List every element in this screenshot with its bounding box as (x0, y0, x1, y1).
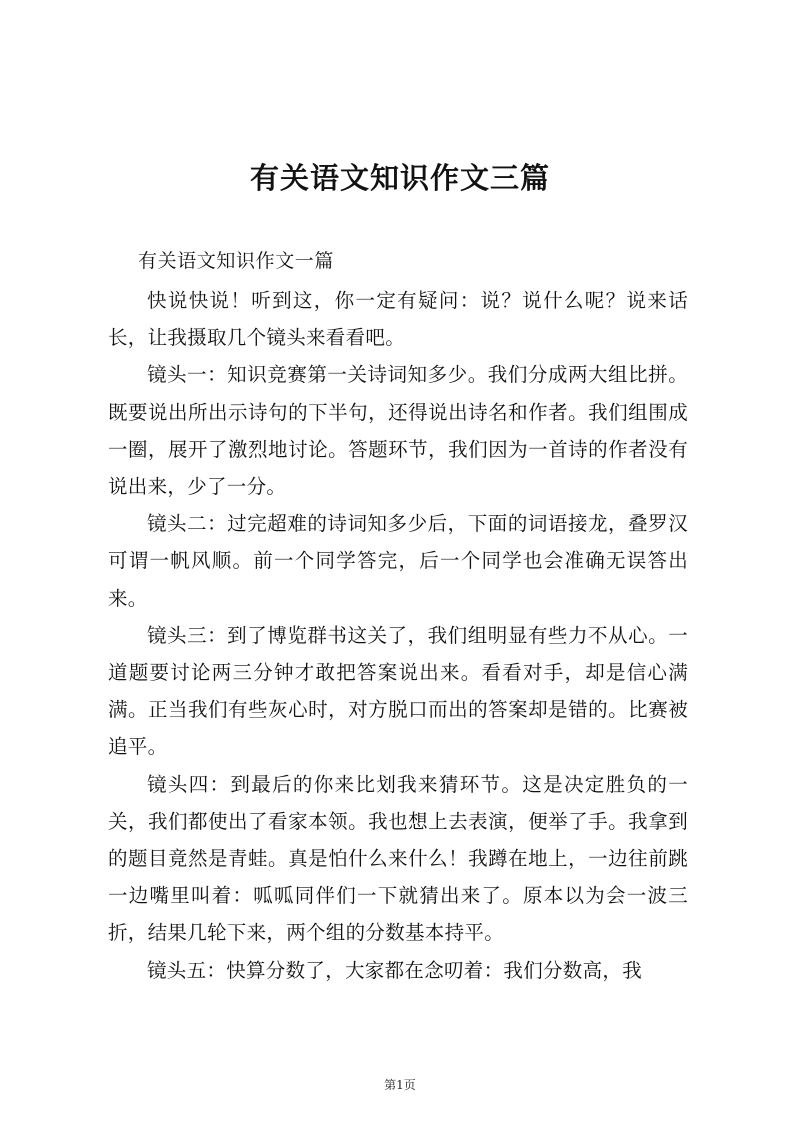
paragraph-scene-4: 镜头四：到最后的你来比划我来猜环节。这是决定胜负的一关，我们都使出了看家本领。我也想上去表演，便举了手。我拿到的题目竟然是青蛙。真是怕什么来什么！我蹲在地上，一边往前跳一边嘴里叫着：呱呱同伴们一下就猜出来了。原本以为会一波三折，结果几轮下来，两个组的分数基本持平。 (108, 772, 688, 945)
paragraph-scene-2: 镜头二：过完超难的诗词知多少后，下面的词语接龙，叠罗汉可谓一帆风顺。前一个同学答完，后一个同学也会准确无误答出来。 (108, 512, 688, 610)
paragraph-scene-3: 镜头三：到了博览群书这关了，我们组明显有些力不从心。一道题要讨论两三分钟才敢把答案说出来。看看对手，却是信心满满。正当我们有些灰心时，对方脱口而出的答案却是错的。比赛被追平。 (108, 623, 688, 759)
paragraph-intro: 快说快说！听到这，你一定有疑问：说？说什么呢？说来话长，让我摄取几个镜头来看看吧。 (108, 289, 688, 350)
paragraph-scene-1: 镜头一：知识竞赛第一关诗词知多少。我们分成两大组比拼。既要说出所出示诗句的下半句，还得说出诗名和作者。我们组围成一圈，展开了激烈地讨论。答题环节，我们因为一首诗的作者没有说出来，少了一分。 (108, 363, 688, 499)
page-number: 第1页 (384, 1078, 416, 1092)
paragraph-scene-5: 镜头五：快算分数了，大家都在念叨着：我们分数高，我 (147, 958, 643, 982)
document-body (108, 243, 688, 989)
page-title: 有关语文知识作文三篇 (249, 161, 550, 195)
section-subtitle: 有关语文知识作文一篇 (138, 250, 335, 272)
